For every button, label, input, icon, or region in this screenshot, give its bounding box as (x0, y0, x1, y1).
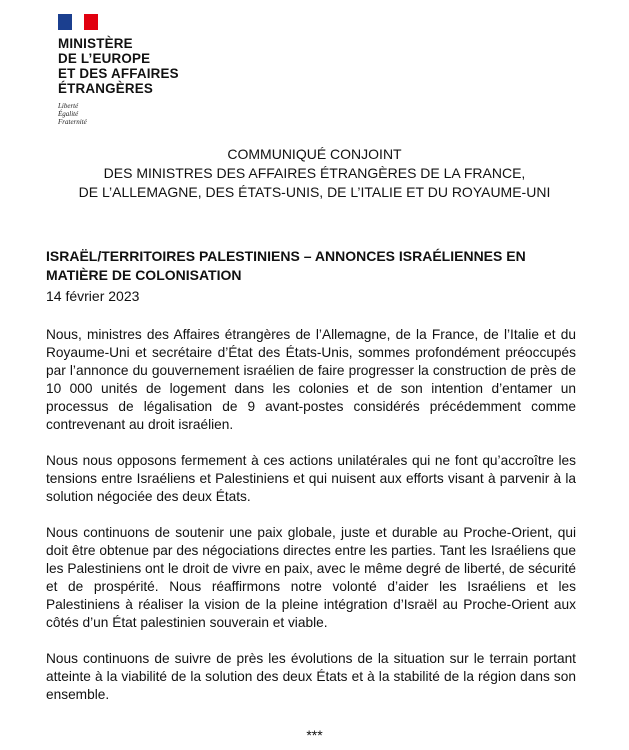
flag-red-band (84, 14, 98, 30)
communique-line: COMMUNIQUÉ CONJOINT (227, 146, 402, 162)
body-paragraph: Nous continuons de soutenir une paix globale, juste et durable au Proche-Orient, qui doit être obtenue par des négociations directes entre les parties. Tant les Israéliens que les Palestiniens ont le droit de vivre en paix, avec le même degré de liberté, de sécurité et de prospérité. Nous réaffirmons notre volonté d’aider les Israéliens et les Palestiniens à réaliser la vision de la pleine intégration d’Israël au Proche-Orient aux côtés d’un État palestinien souverain et viable. (46, 525, 576, 630)
ministry-line: MINISTÈRE (58, 36, 133, 51)
document-body (46, 326, 576, 722)
communique-line: DE L’ALLEMAGNE, DES ÉTATS-UNIS, DE L’ITALIE ET DU ROYAUME-UNI (78, 184, 551, 200)
end-marker: *** (306, 727, 323, 743)
ministry-line: ET DES AFFAIRES (58, 66, 179, 81)
republic-motto (58, 102, 218, 126)
communique-heading (0, 145, 629, 202)
ministry-logo (58, 14, 218, 126)
document-date: 14 février 2023 (46, 288, 140, 304)
body-paragraph: Nous, ministres des Affaires étrangères de l’Allemagne, de la France, de l’Italie et du Royaume-Uni et secrétaire d’État des États-Unis, sommes profondément préoccupés par l’annonce du gouvernement israélien de faire progresser la construction de près de 10 000 unités de logement dans les colonies et de son intention d’entamer un processus de légalisation de 9 avant-postes considérés précédemment comme contrevenant au droit israélien. (46, 327, 576, 432)
motto-line: Égalité (58, 110, 79, 118)
flag-blue-band (58, 14, 72, 30)
motto-line: Liberté (58, 102, 79, 110)
french-flag-icon (58, 14, 98, 30)
body-paragraph: Nous continuons de suivre de près les évolutions de la situation sur le terrain portant atteinte à la viabilité de la solution des deux États et à la stabilité de la région dans son ensemble. (46, 651, 576, 702)
communique-line: DES MINISTRES DES AFFAIRES ÉTRANGÈRES DE LA FRANCE, (103, 165, 526, 181)
flag-white-band (72, 14, 84, 30)
document-title: ISRAËL/TERRITOIRES PALESTINIENS – ANNONCES ISRAÉLIENNES EN MATIÈRE DE COLONISATION (46, 248, 526, 283)
ministry-name (58, 36, 218, 96)
ministry-line: ÉTRANGÈRES (58, 81, 154, 96)
motto-line: Fraternité (58, 118, 87, 126)
ministry-line: DE L’EUROPE (58, 51, 151, 66)
body-paragraph: Nous nous opposons fermement à ces actions unilatérales qui ne font qu’accroître les tensions entre Israéliens et Palestiniens et qui nuisent aux efforts visant à parvenir à la solution négociée des deux États. (46, 453, 576, 504)
